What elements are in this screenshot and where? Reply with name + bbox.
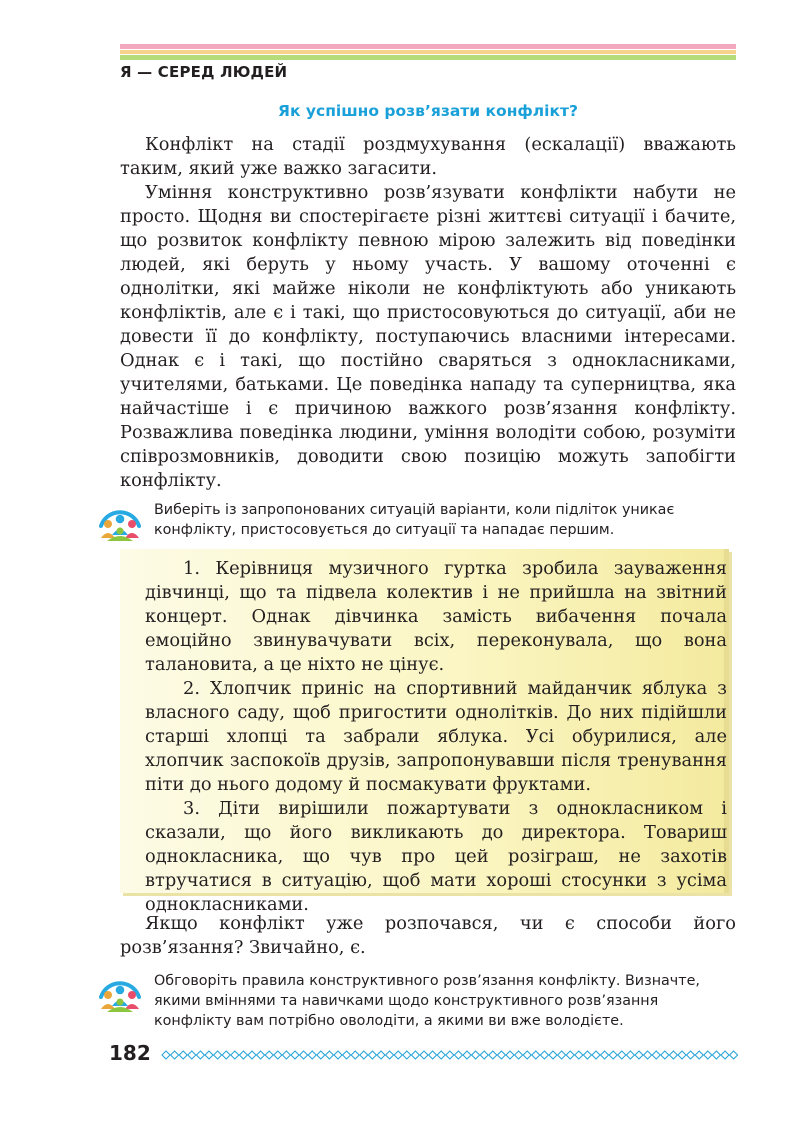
ornament-diamond [265, 1051, 273, 1059]
ornament-diamond [669, 1051, 677, 1059]
ornament-diamond [712, 1051, 720, 1059]
ornament-diamond [171, 1051, 179, 1059]
ornament-diamond [317, 1051, 325, 1059]
ornament-diamond [248, 1051, 256, 1059]
ornament-diamond [282, 1051, 290, 1059]
task-block-1 [95, 500, 755, 548]
ornament-diamond [730, 1051, 738, 1059]
page-number: 182 [109, 1041, 151, 1065]
task-text: Виберіть із запропонованих ситуацій варіанти, коли підліток уникає конфлікту, пристосовується до ситуації та нападає першим. [154, 502, 675, 538]
ornament-diamond [489, 1051, 497, 1059]
intro-text [120, 133, 736, 493]
ornament-diamond [618, 1051, 626, 1059]
ornament-diamond [446, 1051, 454, 1059]
case-box [120, 549, 729, 915]
ornament-diamond [515, 1051, 523, 1059]
ornament-diamond [609, 1051, 617, 1059]
ornament-diamond [506, 1051, 514, 1059]
ornament-diamond [652, 1051, 660, 1059]
intro-paragraph: Конфлікт на стадії роздмухування (ескалації) вважають таким, який уже важко загасити. [120, 134, 736, 179]
ornament-diamond [403, 1051, 411, 1059]
case-item: 3. Діти вирішили пожартувати з однокласником і сказали, що його викликають до директора. Товариш однокласника, що чув про цей розіграш, не захотів втручатися в ситуацію, щоб мати хороші стосунки з усіма однокласниками. [145, 798, 727, 915]
ornament-diamond [687, 1051, 695, 1059]
ornament-diamond [231, 1051, 239, 1059]
subheading: Як успішно розв’язати конфлікт? [278, 102, 578, 120]
ornament-diamond [274, 1051, 282, 1059]
ornament-diamond [343, 1051, 351, 1059]
ornament-diamond [480, 1051, 488, 1059]
ornament-diamond [472, 1051, 480, 1059]
task-text: Обговоріть правила конструктивного розв’язання конфлікту. Визначте, якими вміннями та навичками щодо конструктивного розв’язання конфлікту вам потрібно оволодіти, а якими ви вже володієте. [154, 973, 700, 1029]
task-block-2 [95, 971, 755, 1037]
ornament-diamond [377, 1051, 385, 1059]
ornament-diamond [214, 1051, 222, 1059]
ornament-diamond [437, 1051, 445, 1059]
ornament-diamond [704, 1051, 712, 1059]
ornament-diamond [721, 1051, 729, 1059]
ornament-diamond [205, 1051, 213, 1059]
ornament-diamond [188, 1051, 196, 1059]
ornament-diamond [291, 1051, 299, 1059]
ornament-diamond [566, 1051, 574, 1059]
ornament-diamond [386, 1051, 394, 1059]
case-list [145, 557, 727, 917]
ornament-diamond [695, 1051, 703, 1059]
ornament-diamond [300, 1051, 308, 1059]
ornament-diamond [162, 1051, 170, 1059]
ornament-diamond [575, 1051, 583, 1059]
ornament-diamond [601, 1051, 609, 1059]
ornament-diamond [429, 1051, 437, 1059]
ornament-diamond [592, 1051, 600, 1059]
ornament-diamond [540, 1051, 548, 1059]
header-band-pink [120, 44, 736, 49]
ornament-diamond [532, 1051, 540, 1059]
ornament-diamond [411, 1051, 419, 1059]
footer-ornament [158, 1048, 738, 1062]
ornament-diamond [360, 1051, 368, 1059]
group-discussion-icon [95, 973, 145, 1015]
ornament-diamond [626, 1051, 634, 1059]
ornament-diamond [239, 1051, 247, 1059]
ornament-diamond [222, 1051, 230, 1059]
header-band-yellow [120, 50, 736, 54]
ornament-diamond [257, 1051, 265, 1059]
closing-paragraph: Якщо конфлікт уже розпочався, чи є способи його розв’язання? Звичайно, є. [120, 913, 736, 958]
ornament-diamond [454, 1051, 462, 1059]
ornament-diamond [463, 1051, 471, 1059]
ornament-diamond [644, 1051, 652, 1059]
section-title: Я — СЕРЕД ЛЮДЕЙ [120, 63, 288, 81]
case-item: 1. Керівниця музичного гуртка зробила зауваження дівчинці, що та підвела колектив і не прийшла на звітний концерт. Однак дівчинка замість вибачення почала емоційно звинувачувати всіх, переконувала, що вона талановита, а це ніхто не цінує. [145, 558, 727, 675]
ornament-diamond [583, 1051, 591, 1059]
ornament-diamond [523, 1051, 531, 1059]
ornament-diamond [308, 1051, 316, 1059]
ornament-diamond [497, 1051, 505, 1059]
ornament-diamond [678, 1051, 686, 1059]
ornament-diamond [368, 1051, 376, 1059]
intro-paragraph: Уміння конструктивно розв’язувати конфлікти набути не просто. Щодня ви спостерігаєте різні життєві ситуації і бачите, що розвиток конфлікту певною мірою залежить від поведінки людей, які беруть у ньому участь. У вашому оточенні є однолітки, які майже ніколи не конфліктують або уникають конфліктів, але є і такі, що пристосовуються до ситуації, аби не довести її до конфлікту, поступаючись власними інтересами. Однак є і такі, що постійно сваряться з однокласниками, учителями, батьками. Це поведінка нападу та суперництва, яка найчастіше і є причиною важкого розв’язання конфлікту. Розважлива поведінка людини, уміння володіти собою, розуміти співрозмовників, доводити свою позицію можуть запобігти конфлікту. [120, 182, 736, 491]
ornament-diamond [334, 1051, 342, 1059]
header-band-green [120, 55, 736, 60]
ornament-diamond [394, 1051, 402, 1059]
case-item: 2. Хлопчик приніс на спортивний майданчик яблука з власного саду, щоб пригостити однолітків. До них підійшли старші хлопці та забрали яблука. Усі обурилися, але хлопчик заспокоїв друзів, запропонувавши після тренування піти до нього додому й посмакувати фруктами. [145, 678, 727, 795]
closing-text [120, 912, 736, 960]
ornament-diamond [196, 1051, 204, 1059]
group-discussion-icon [95, 502, 145, 544]
ornament-diamond [635, 1051, 643, 1059]
ornament-diamond [558, 1051, 566, 1059]
ornament-diamond [549, 1051, 557, 1059]
ornament-diamond [351, 1051, 359, 1059]
ornament-diamond [420, 1051, 428, 1059]
ornament-diamond [661, 1051, 669, 1059]
ornament-diamond [325, 1051, 333, 1059]
ornament-diamond [179, 1051, 187, 1059]
